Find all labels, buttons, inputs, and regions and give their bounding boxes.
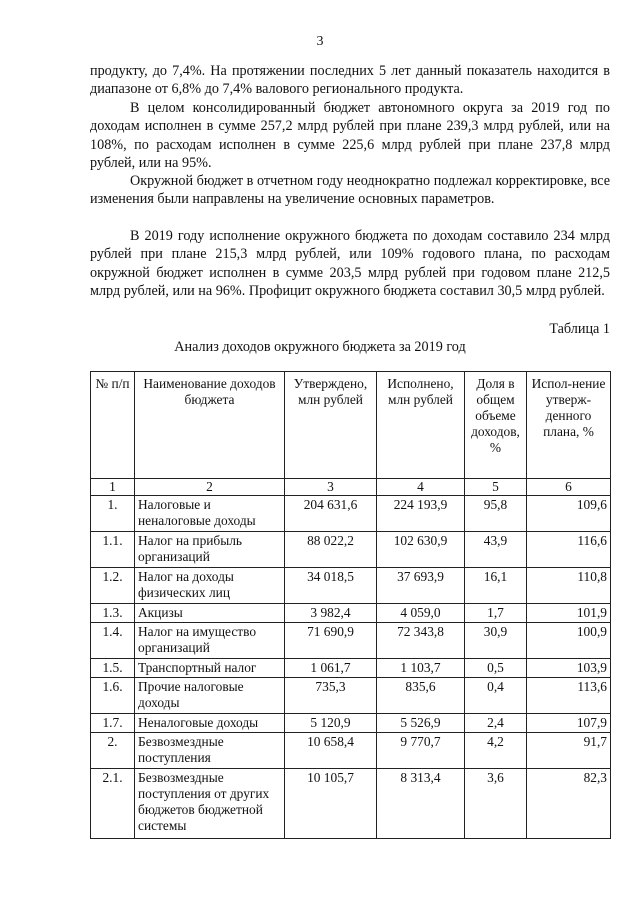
table-row (91, 496, 611, 532)
table-header-row (91, 372, 611, 479)
row-name: Неналоговые доходы (135, 714, 285, 733)
page-number: 3 (316, 34, 324, 49)
row-executed: 1 103,7 (377, 659, 465, 678)
row-name: Безвозмездные поступления (135, 733, 285, 769)
row-execution: 101,9 (527, 604, 611, 623)
column-number-row (91, 479, 611, 496)
row-share: 95,8 (465, 496, 527, 532)
row-name: Прочие налоговые доходы (135, 678, 285, 714)
row-number: 1.1. (91, 532, 135, 568)
row-approved: 88 022,2 (285, 532, 377, 568)
table-label: Таблица 1 (549, 321, 610, 337)
table-row (91, 714, 611, 733)
row-executed: 5 526,9 (377, 714, 465, 733)
header-name: Наименование доходов бюджета (135, 372, 285, 479)
row-share: 4,2 (465, 733, 527, 769)
header-number: № п/п (91, 372, 135, 479)
row-executed: 835,6 (377, 678, 465, 714)
row-approved: 204 631,6 (285, 496, 377, 532)
paragraph-4: В 2019 году исполнение окружного бюджета по доходам составило 234 млрд рублей при плане 215,3 млрд рублей, или 109% годового плана, по расходам окружной бюджет исполнен в сумме 203,5 млрд рублей при годовом плане 212,5 млрд рублей, или на 96%. Профицит окружного бюджета составил 30,5 млрд рублей. (90, 228, 610, 300)
row-executed: 37 693,9 (377, 568, 465, 604)
row-executed: 9 770,7 (377, 733, 465, 769)
row-share: 2,4 (465, 714, 527, 733)
table-title: Анализ доходов окружного бюджета за 2019 год (174, 339, 466, 355)
paragraph-1: продукту, до 7,4%. На протяжении последних 5 лет данный показатель находится в диапазоне от 6,8% до 7,4% валового регионального продукта. (90, 63, 610, 98)
row-execution: 109,6 (527, 496, 611, 532)
row-number: 1. (91, 496, 135, 532)
column-number: 3 (285, 479, 377, 496)
column-number: 1 (91, 479, 135, 496)
row-name: Налоговые и неналоговые доходы (135, 496, 285, 532)
row-approved: 10 105,7 (285, 769, 377, 839)
table-row (91, 532, 611, 568)
paragraph-3: Окружной бюджет в отчетном году неоднократно подлежал корректировке, все изменения были направлены на увеличение основных параметров. (90, 173, 610, 208)
row-number: 2. (91, 733, 135, 769)
row-share: 43,9 (465, 532, 527, 568)
column-number: 4 (377, 479, 465, 496)
paragraph-2: В целом консолидированный бюджет автономного округа за 2019 год по доходам исполнен в сумме 257,2 млрд рублей при плане 239,3 млрд рублей, или на 108%, по расходам исполнен в сумме 225,6 млрд рублей при плане 237,8 млрд рублей, или на 95%. (90, 100, 610, 172)
row-executed: 224 193,9 (377, 496, 465, 532)
header-approved: Утверждено, млн рублей (285, 372, 377, 479)
row-name: Налог на доходы физических лиц (135, 568, 285, 604)
row-name: Безвозмездные поступления от других бюджетов бюджетной системы (135, 769, 285, 839)
revenue-table (90, 371, 611, 839)
header-executed: Исполнено, млн рублей (377, 372, 465, 479)
row-approved: 735,3 (285, 678, 377, 714)
row-approved: 10 658,4 (285, 733, 377, 769)
row-number: 1.2. (91, 568, 135, 604)
table-row (91, 659, 611, 678)
row-executed: 102 630,9 (377, 532, 465, 568)
row-share: 30,9 (465, 623, 527, 659)
row-share: 0,4 (465, 678, 527, 714)
row-approved: 34 018,5 (285, 568, 377, 604)
row-name: Акцизы (135, 604, 285, 623)
header-execution: Испол-нение утверж-денного плана, % (527, 372, 611, 479)
table-row (91, 568, 611, 604)
row-name: Транспортный налог (135, 659, 285, 678)
row-number: 1.7. (91, 714, 135, 733)
row-number: 1.6. (91, 678, 135, 714)
row-share: 16,1 (465, 568, 527, 604)
row-share: 1,7 (465, 604, 527, 623)
row-share: 0,5 (465, 659, 527, 678)
row-executed: 72 343,8 (377, 623, 465, 659)
row-execution: 107,9 (527, 714, 611, 733)
row-execution: 100,9 (527, 623, 611, 659)
row-number: 1.5. (91, 659, 135, 678)
row-execution: 110,8 (527, 568, 611, 604)
table-row (91, 604, 611, 623)
table-row (91, 623, 611, 659)
row-share: 3,6 (465, 769, 527, 839)
row-execution: 116,6 (527, 532, 611, 568)
row-execution: 103,9 (527, 659, 611, 678)
row-approved: 1 061,7 (285, 659, 377, 678)
row-name: Налог на прибыль организаций (135, 532, 285, 568)
header-share: Доля в общем объеме доходов, % (465, 372, 527, 479)
row-execution: 82,3 (527, 769, 611, 839)
row-number: 1.3. (91, 604, 135, 623)
table-row (91, 733, 611, 769)
column-number: 2 (135, 479, 285, 496)
row-name: Налог на имущество организаций (135, 623, 285, 659)
column-number: 6 (527, 479, 611, 496)
row-executed: 8 313,4 (377, 769, 465, 839)
table-row (91, 769, 611, 839)
row-approved: 3 982,4 (285, 604, 377, 623)
row-number: 2.1. (91, 769, 135, 839)
row-execution: 113,6 (527, 678, 611, 714)
row-approved: 71 690,9 (285, 623, 377, 659)
row-executed: 4 059,0 (377, 604, 465, 623)
row-execution: 91,7 (527, 733, 611, 769)
table-row (91, 678, 611, 714)
row-number: 1.4. (91, 623, 135, 659)
column-number: 5 (465, 479, 527, 496)
row-approved: 5 120,9 (285, 714, 377, 733)
